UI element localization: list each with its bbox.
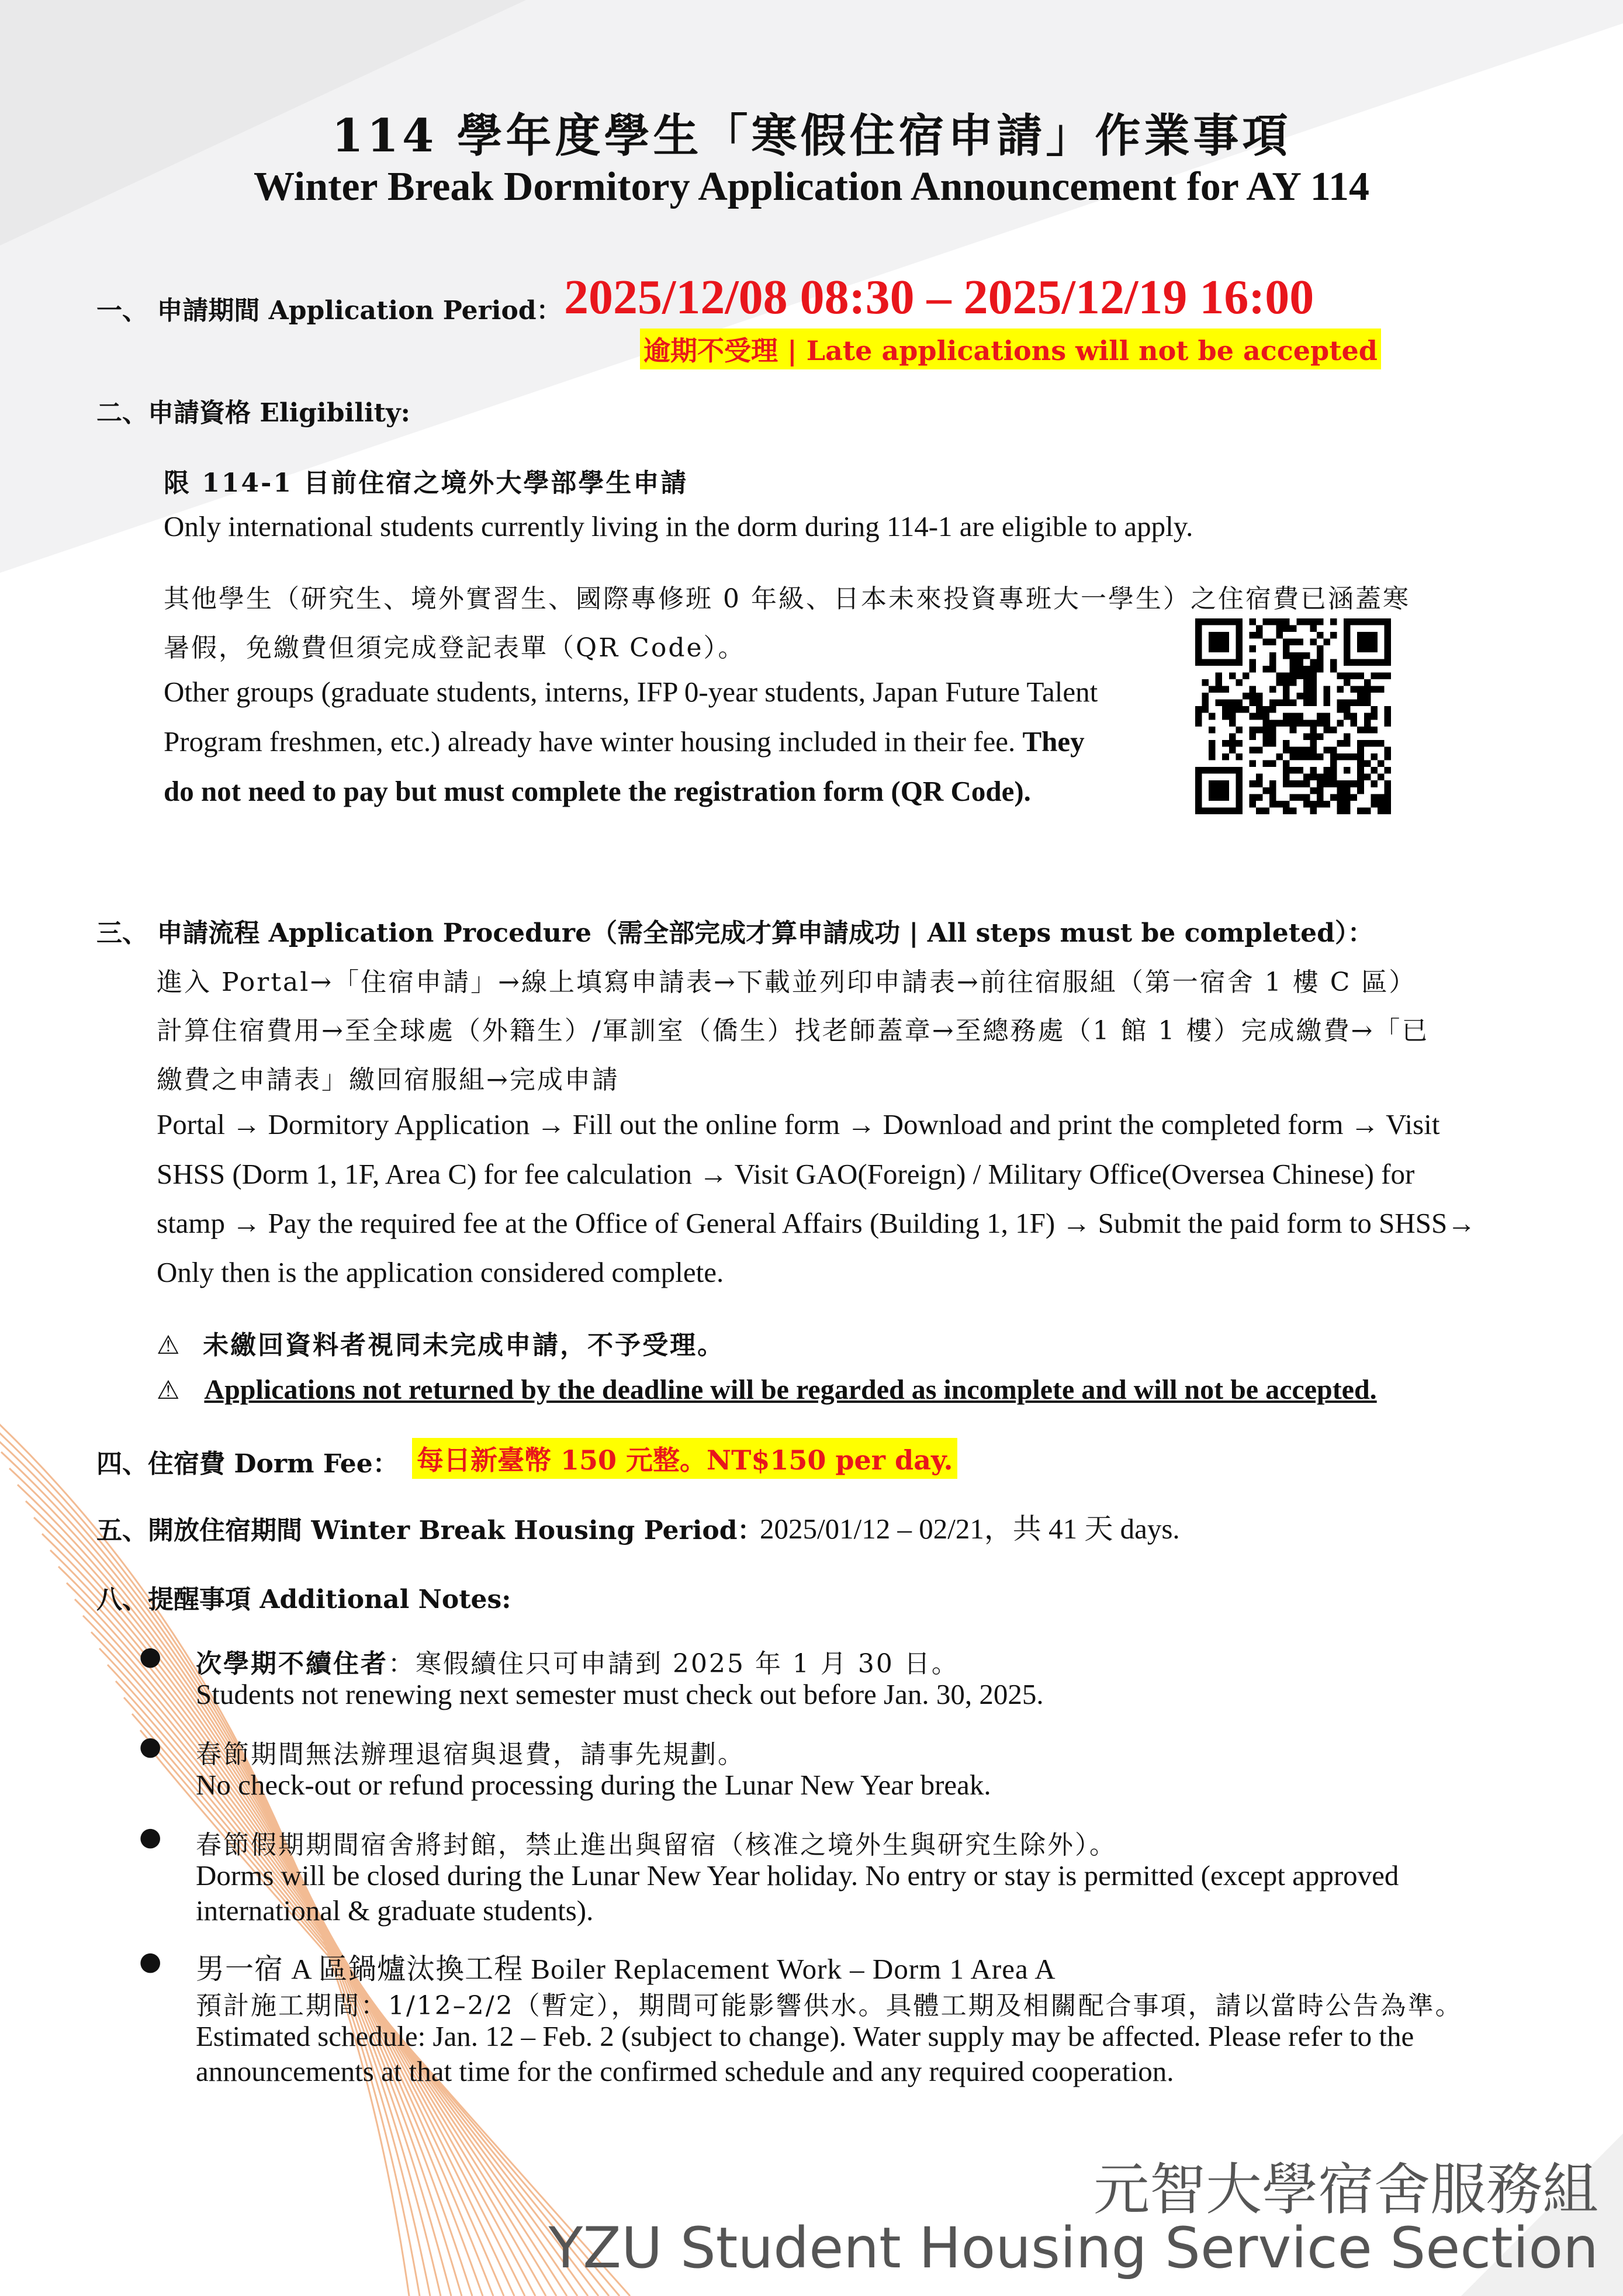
warning-icon: ⚠ xyxy=(157,1375,180,1405)
fee-value: 每日新臺幣 150 元整。NT$150 per day. xyxy=(412,1438,957,1479)
note-3-en-1: Dorms will be closed during the Lunar New Year holiday. No entry or stay is permitted (except approved xyxy=(196,1859,1399,1892)
bullet-icon: ● xyxy=(139,1822,162,1852)
housing-period-heading: 五、開放住宿期間 Winter Break Housing Period： xyxy=(96,1516,763,1545)
bullet-icon: ● xyxy=(139,1946,162,1976)
note-1-zh-bold: 次學期不續住者 xyxy=(196,1649,388,1679)
note-2-zh: 春節期間無法辦理退宿與退費，請事先規劃。 xyxy=(196,1740,745,1769)
other-groups-en-2 xyxy=(164,725,1085,758)
note-3-zh: 春節假期期間宿舍將封館，禁止進出與留宿（核准之境外生與研究生除外）。 xyxy=(196,1830,1117,1860)
warning-zh-text: 未繳回資料者視同未完成申請，不予受理。 xyxy=(203,1330,725,1360)
procedure-en-3: stamp → Pay the required fee at the Office of General Affairs (Building 1, 1F) → Submit the paid form to SHSS→ xyxy=(157,1207,1476,1239)
procedure-en-1: Portal → Dormitory Application → Fill out the online form → Download and print the completed form → Visit xyxy=(157,1108,1440,1140)
procedure-heading: 三、 申請流程 Application Procedure（需全部完成才算申請成功 | All steps must be completed）： xyxy=(96,918,1373,948)
page-title-zh: 114 學年度學生「寒假住宿申請」作業事項 xyxy=(331,109,1292,162)
footer-org-zh: 元智大學宿舍服務組 xyxy=(1093,2157,1598,2222)
warning-en xyxy=(157,1374,1377,1406)
eligibility-line-en: Only international students currently living in the dorm during 114-1 are eligible to apply. xyxy=(164,510,1193,542)
other-groups-en-2a: Program freshmen, etc.) already have winter housing included in their fee. xyxy=(164,725,1023,758)
other-groups-zh-2: 暑假，免繳費但須完成登記表單（QR Code）。 xyxy=(164,633,746,663)
period-dates: 2025/12/08 08:30 – 2025/12/19 16:00 xyxy=(564,270,1314,324)
procedure-en-4: Only then is the application considered complete. xyxy=(157,1256,724,1288)
note-1-zh xyxy=(196,1643,959,1680)
eligibility-heading: 二、申請資格 Eligibility: xyxy=(96,398,410,428)
note-3-en-2: international & graduate students). xyxy=(196,1894,594,1927)
note-1-zh-text: ：寒假續住只可申請到 2025 年 1 月 30 日。 xyxy=(388,1649,959,1679)
fee-heading: 四、住宿費 Dorm Fee： xyxy=(96,1449,399,1479)
note-4-zh: 預計施工期間：1/12–2/2（暫定），期間可能影響供水。具體工期及相關配合事項，請以當時公告為準。 xyxy=(196,1991,1463,2021)
note-2-en: No check-out or refund processing during the Lunar New Year break. xyxy=(196,1769,991,1801)
procedure-zh-2: 計算住宿費用→至全球處（外籍生）/軍訓室（僑生）找老師蓋章→至總務處（1 館 1 樓）完成繳費→「已 xyxy=(157,1016,1430,1046)
warning-en-text: Applications not returned by the deadline will be regarded as incomplete and will not be accepted. xyxy=(204,1374,1377,1405)
footer-org-en: YZU Student Housing Service Section xyxy=(548,2215,1598,2281)
bullet-icon: ● xyxy=(139,1731,162,1761)
notes-heading: 八、提醒事項 Additional Notes: xyxy=(96,1585,511,1614)
eligibility-line-zh: 限 114-1 目前住宿之境外大學部學生申請 xyxy=(164,468,688,498)
note-1-en: Students not renewing next semester must check out before Jan. 30, 2025. xyxy=(196,1678,1044,1710)
qr-code-image[interactable] xyxy=(1195,618,1391,814)
page-title-en: Winter Break Dormitory Application Announcement for AY 114 xyxy=(254,164,1369,209)
note-4-en-1: Estimated schedule: Jan. 12 – Feb. 2 (subject to change). Water supply may be affected. Please refer to the xyxy=(196,2020,1414,2052)
late-notice: 逾期不受理 | Late applications will not be accepted xyxy=(640,329,1381,369)
procedure-zh-3: 繳費之申請表」繳回宿服組→完成申請 xyxy=(157,1065,620,1095)
warning-zh xyxy=(157,1324,725,1361)
bullet-icon: ● xyxy=(139,1641,162,1671)
warning-icon: ⚠ xyxy=(157,1330,182,1360)
procedure-en-2: SHSS (Dorm 1, 1F, Area C) for fee calculation → Visit GAO(Foreign) / Military Office(Oversea Chinese) for xyxy=(157,1158,1415,1190)
other-groups-en-1: Other groups (graduate students, interns, IFP 0-year students, Japan Future Talent xyxy=(164,676,1098,708)
other-groups-en-3: do not need to pay but must complete the registration form (QR Code). xyxy=(164,775,1031,807)
period-heading: 一、 申請期間 Application Period： xyxy=(96,296,562,326)
other-groups-en-2b: They xyxy=(1022,725,1085,758)
housing-period-value: 2025/01/12 – 02/21，共 41 天 days. xyxy=(760,1513,1180,1545)
procedure-zh-1: 進入 Portal→「住宿申請」→線上填寫申請表→下載並列印申請表→前往宿服組（第一宿舍 1 樓 C 區） xyxy=(157,967,1417,997)
note-4-title: 男一宿 A 區鍋爐汰換工程 Boiler Replacement Work – Dorm 1 Area A xyxy=(196,1953,1056,1985)
other-groups-zh-1: 其他學生（研究生、境外實習生、國際專修班 0 年級、日本未來投資專班大一學生）之住宿費已涵蓋寒 xyxy=(164,584,1410,614)
note-4-en-2: announcements at that time for the confirmed schedule and any required cooperation. xyxy=(196,2055,1174,2087)
